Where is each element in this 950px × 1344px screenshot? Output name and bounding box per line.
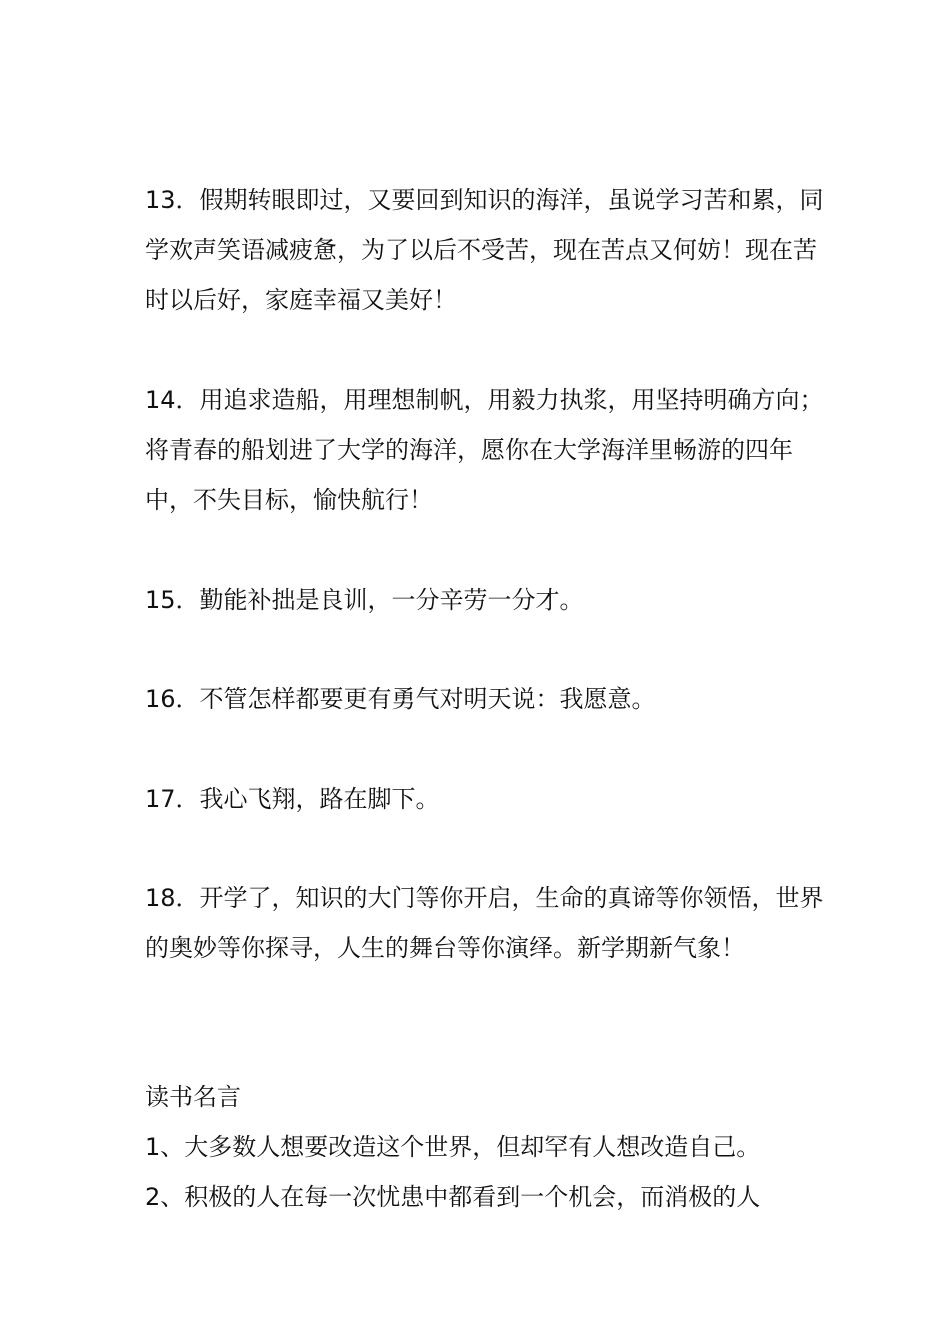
quote-item: 1、大多数人想要改造这个世界，但却罕有人想改造自己。 xyxy=(145,1133,761,1161)
paragraph-14: 14．用追求造船，用理想制帆，用毅力执浆，用坚持明确方向；将青春的船划进了大学的海洋，愿你在大学海洋里畅游的四年中，不失目标，愉快航行！ xyxy=(145,386,824,514)
paragraph-18: 18．开学了，知识的大门等你开启，生命的真谛等你领悟，世界的奥妙等你探寻，人生的舞台等你演绎。新学期新气象！ xyxy=(145,884,824,962)
paragraph-13: 13．假期转眼即过，又要回到知识的海洋，虽说学习苦和累，同学欢声笑语减疲惫，为了以后不受苦，现在苦点又何妨！现在苦时以后好，家庭幸福又美好！ xyxy=(145,186,824,314)
paragraph-15: 15．勤能补拙是良训，一分辛劳一分才。 xyxy=(145,586,584,614)
section-title: 读书名言 xyxy=(145,1083,241,1111)
paragraph-17: 17．我心飞翔，路在脚下。 xyxy=(145,785,440,813)
paragraph-16: 16．不管怎样都要更有勇气对明天说：我愿意。 xyxy=(145,685,656,713)
quote-item: 2、积极的人在每一次忧患中都看到一个机会，而消极的人 xyxy=(145,1183,761,1211)
